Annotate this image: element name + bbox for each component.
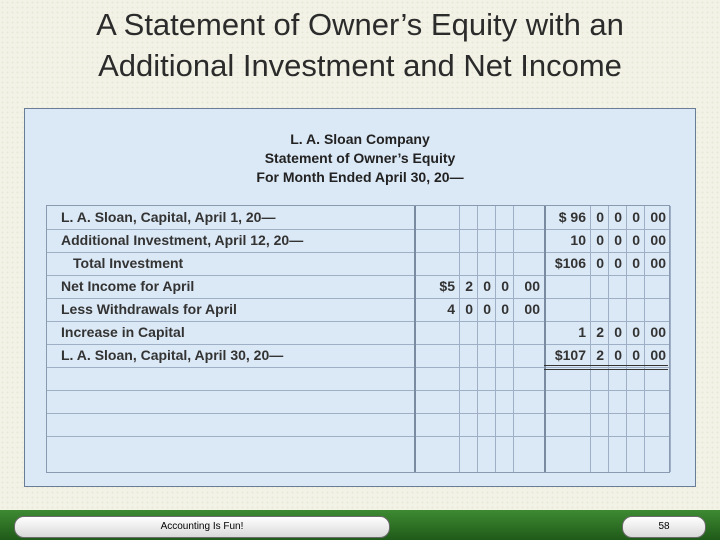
inner-amount-cell	[495, 206, 509, 228]
outer-amount-cell: 0	[596, 255, 604, 271]
outer-amount-cell	[544, 275, 586, 297]
statement-period: For Month Ended April 30, 20—	[256, 169, 464, 185]
outer-amount-cell: 10	[570, 232, 586, 248]
outer-amount-cell: 2	[596, 324, 604, 340]
inner-amount-cell	[459, 344, 473, 366]
outer-amount-cell: 00	[650, 232, 666, 248]
slide-title	[0, 4, 720, 86]
outer-amount-cell: $107	[554, 347, 586, 363]
inner-amount-cell: 0	[483, 278, 491, 294]
outer-amount-cell: 0	[632, 324, 640, 340]
outer-amount-cell: 0	[632, 255, 640, 271]
inner-amount-cell	[477, 344, 491, 366]
ledger-row-label: Net Income for April	[61, 278, 195, 294]
inner-amount-cell: 2	[465, 278, 473, 294]
inner-amount-cell: 4	[447, 301, 455, 317]
page-number: 58	[622, 516, 706, 538]
inner-amount-cell: 00	[524, 278, 540, 294]
inner-amount-cell	[477, 229, 491, 251]
outer-amount-cell: 0	[632, 232, 640, 248]
inner-amount-cell: 00	[524, 301, 540, 317]
outer-amount-cell: 0	[614, 324, 622, 340]
inner-amount-cell: 0	[501, 301, 509, 317]
inner-amount-cell	[513, 344, 540, 366]
outer-amount-cell: 0	[632, 209, 640, 225]
outer-amount-cell	[608, 275, 622, 297]
ledger-row-label: Total Investment	[73, 255, 184, 271]
outer-amount-cell	[590, 298, 604, 320]
title-line-1: A Statement of Owner’s Equity with an	[96, 7, 624, 42]
ledger-row-line	[47, 413, 669, 414]
inner-amount-cell	[459, 206, 473, 228]
outer-amount-cell: 0	[596, 209, 604, 225]
inner-amount-cell	[477, 252, 491, 274]
inner-amount-cell: 0	[501, 278, 509, 294]
ledger-row-line	[47, 390, 669, 391]
outer-amount-cell	[590, 275, 604, 297]
outer-amount-cell: 2	[596, 347, 604, 363]
inner-amount-cell	[495, 252, 509, 274]
inner-amount-cell	[495, 321, 509, 343]
statement-name: Statement of Owner’s Equity	[264, 150, 456, 166]
outer-amount-cell: 1	[578, 324, 586, 340]
inner-amount-cell	[414, 321, 455, 343]
inner-amount-cell	[414, 206, 455, 228]
inner-amount-cell	[495, 344, 509, 366]
inner-amount-cell	[477, 321, 491, 343]
footer-caption: Accounting Is Fun!	[14, 516, 390, 538]
ledger-column-line	[670, 206, 671, 472]
inner-amount-cell: $5	[439, 278, 455, 294]
outer-amount-cell	[626, 275, 640, 297]
outer-amount-cell	[644, 275, 666, 297]
outer-amount-cell: 0	[596, 232, 604, 248]
inner-amount-cell	[477, 206, 491, 228]
inner-amount-cell	[495, 229, 509, 251]
outer-amount-cell: 0	[614, 347, 622, 363]
double-underline	[544, 365, 668, 370]
title-line-2: Additional Investment and Net Income	[98, 48, 622, 83]
outer-amount-cell	[544, 298, 586, 320]
inner-amount-cell	[459, 252, 473, 274]
inner-amount-cell	[414, 252, 455, 274]
outer-amount-cell	[626, 298, 640, 320]
inner-amount-cell	[414, 344, 455, 366]
outer-amount-cell: 0	[614, 232, 622, 248]
outer-amount-cell: $106	[554, 255, 586, 271]
outer-amount-cell: 00	[650, 255, 666, 271]
ledger-row-line	[47, 436, 669, 437]
ledger-row-label: Increase in Capital	[61, 324, 185, 340]
inner-amount-cell	[513, 229, 540, 251]
company-name: L. A. Sloan Company	[290, 131, 430, 147]
inner-amount-cell	[513, 206, 540, 228]
outer-amount-cell: $ 96	[558, 209, 586, 225]
ledger-row-label: L. A. Sloan, Capital, April 30, 20—	[61, 347, 284, 363]
outer-amount-cell: 0	[614, 209, 622, 225]
inner-amount-cell: 0	[465, 301, 473, 317]
outer-amount-cell: 00	[650, 347, 666, 363]
ledger-table	[46, 205, 670, 473]
inner-amount-cell: 0	[483, 301, 491, 317]
inner-amount-cell	[513, 252, 540, 274]
ledger-row-label: Less Withdrawals for April	[61, 301, 237, 317]
inner-amount-cell	[414, 229, 455, 251]
outer-amount-cell	[608, 298, 622, 320]
inner-amount-cell	[459, 229, 473, 251]
ledger-row-label: L. A. Sloan, Capital, April 1, 20—	[61, 209, 276, 225]
inner-amount-cell	[513, 321, 540, 343]
outer-amount-cell	[644, 298, 666, 320]
outer-amount-cell: 00	[650, 324, 666, 340]
ledger-row-label: Additional Investment, April 12, 20—	[61, 232, 304, 248]
footer-bar	[0, 510, 720, 540]
outer-amount-cell: 00	[650, 209, 666, 225]
outer-amount-cell: 0	[614, 255, 622, 271]
outer-amount-cell: 0	[632, 347, 640, 363]
inner-amount-cell	[459, 321, 473, 343]
